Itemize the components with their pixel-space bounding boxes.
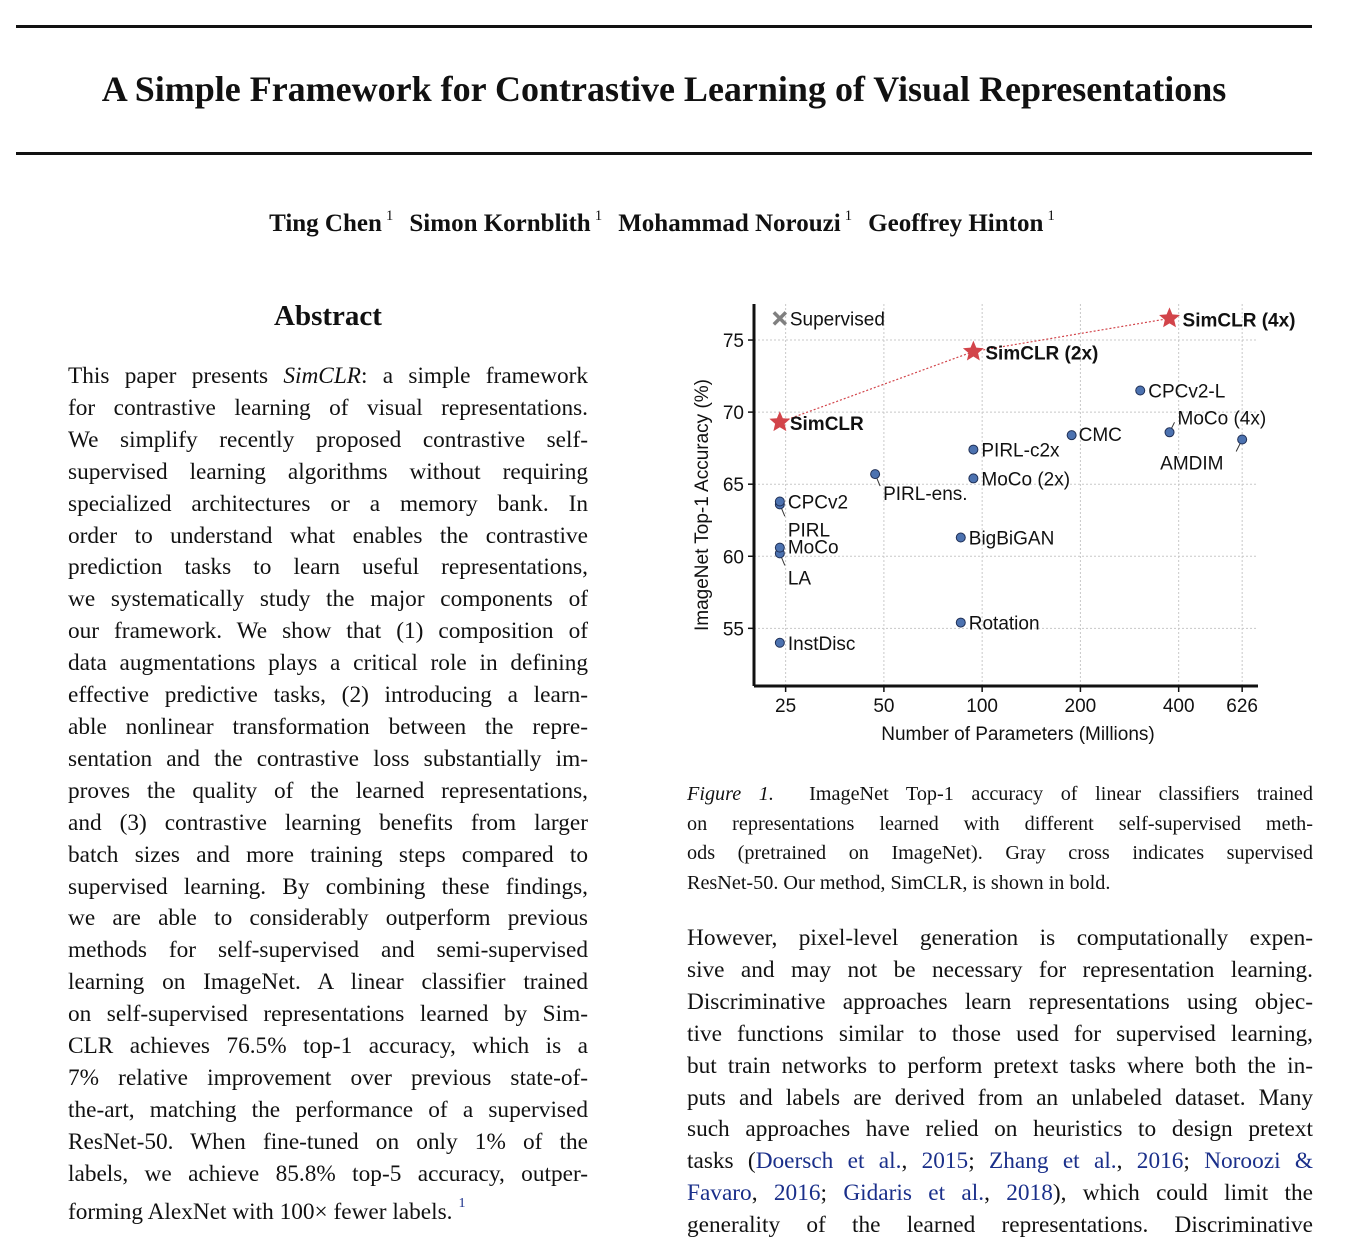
author xyxy=(618,210,852,237)
point-amdim xyxy=(1238,435,1247,444)
citation-link[interactable]: Favaro xyxy=(687,1180,752,1207)
point-label-instdisc: InstDisc xyxy=(787,633,856,655)
author xyxy=(868,210,1055,237)
abstract-line: effective predictive tasks, (2) introducing a learn- xyxy=(68,682,588,709)
abstract-line: we are able to considerably outperform previous xyxy=(68,905,588,932)
x-tick-label: 50 xyxy=(873,696,895,717)
point-label-cmc: CMC xyxy=(1078,425,1122,447)
point-label-cpcv2-l: CPCv2-L xyxy=(1148,381,1226,403)
point-bigbigan xyxy=(956,533,965,542)
citation-link[interactable]: Doersch et al. xyxy=(755,1148,902,1175)
y-tick-label: 60 xyxy=(722,547,744,569)
abstract-line: learning on ImageNet. A linear classifier trained xyxy=(68,969,588,996)
point-label-moco-2x: MoCo (2x) xyxy=(981,469,1071,491)
y-tick-label: 55 xyxy=(722,619,744,641)
abstract-body xyxy=(68,361,588,1228)
abstract-line: proves the quality of the learned representations, xyxy=(68,777,588,804)
affiliation-mark: 1 xyxy=(385,208,394,224)
abstract-line: methods for self-supervised and semi-supervised xyxy=(68,937,588,964)
abstract-heading: Abstract xyxy=(274,300,382,332)
point-rotation xyxy=(956,618,965,627)
abstract-line: batch sizes and more training steps compared to xyxy=(68,841,588,868)
abstract-line: we systematically study the major components of xyxy=(68,586,588,613)
body-line: such approaches have relied on heuristics to design pretext xyxy=(687,1116,1313,1143)
point-label-moco-4x: MoCo (4x) xyxy=(1177,408,1267,430)
point-label-moco: MoCo xyxy=(787,537,839,559)
body-line: puts and labels are derived from an unlabeled dataset. Many xyxy=(687,1084,1313,1111)
point-label-amdim: AMDIM xyxy=(1160,453,1224,475)
abstract-line: labels, we achieve 85.8% top-5 accuracy, outper- xyxy=(68,1160,588,1187)
abstract-line: CLR achieves 76.5% top-1 accuracy, which is a xyxy=(68,1033,588,1060)
caption-line: ods (pretrained on ImageNet). Gray cross indicates supervised xyxy=(687,842,1313,864)
point-label-bigbigan: BigBiGAN xyxy=(968,528,1055,550)
point-label-pirl-c2x: PIRL-c2x xyxy=(981,440,1060,462)
abstract-line: and (3) contrastive learning benefits from larger xyxy=(68,809,588,836)
abstract-line: order to understand what enables the contrastive xyxy=(68,522,588,549)
x-tick-label: 100 xyxy=(966,696,999,717)
point-simclr-4x xyxy=(1159,307,1180,327)
caption-line: ResNet-50. Our method, SimCLR, is shown in bold. xyxy=(687,871,1111,894)
point-simclr-2x xyxy=(963,341,984,361)
author-name: Geoffrey Hinton xyxy=(868,210,1044,238)
affiliation-mark: 1 xyxy=(1047,208,1055,224)
point-pirl-c2x xyxy=(969,445,978,454)
affiliation-mark: 1 xyxy=(844,208,853,224)
citation-link[interactable]: Gidaris et al. xyxy=(843,1180,985,1207)
abstract-line: supervised learning. By combining these findings, xyxy=(68,873,588,900)
body-line: but train networks to perform pretext tasks where both the in- xyxy=(687,1052,1313,1079)
y-tick-label: 65 xyxy=(722,475,744,497)
abstract-line: the-art, matching the performance of a supervised xyxy=(68,1096,588,1123)
abstract-line: 7% relative improvement over previous state-of- xyxy=(68,1064,588,1091)
body-line: Favaro, 2016; Gidaris et al., 2018), which could limit the xyxy=(687,1180,1314,1207)
point-supervised xyxy=(774,312,786,324)
abstract-line: specialized architectures or a memory bank. In xyxy=(68,490,588,517)
abstract-line: prediction tasks to learn useful representations, xyxy=(68,554,588,581)
point-label-la: LA xyxy=(787,568,812,590)
point-moco-2x xyxy=(969,474,978,483)
paper-title: A Simple Framework for Contrastive Learning of Visual Representations xyxy=(101,69,1227,109)
body-line: generality of the learned representations. Discriminative xyxy=(687,1212,1313,1239)
point-simclr xyxy=(769,411,790,431)
citation-link[interactable]: Zhang et al. xyxy=(989,1148,1117,1175)
point-label-pirl: PIRL xyxy=(787,520,831,542)
author-name: Simon Kornblith xyxy=(409,210,591,238)
point-label-cpcv2: CPCv2 xyxy=(787,492,849,514)
abstract-line: on self-supervised representations learned by Sim- xyxy=(68,1001,588,1028)
author-list xyxy=(0,210,1324,238)
body-line: sive and may not be necessary for representation learning. xyxy=(687,956,1313,983)
x-axis-label: Number of Parameters (Millions) xyxy=(881,724,1155,745)
simclr-trend-line xyxy=(780,318,1170,422)
abstract-line: forming AlexNet with 100× fewer labels. $^1$ xyxy=(68,1195,466,1225)
abstract-line: data augmentations plays a critical role in defining xyxy=(68,650,588,677)
author xyxy=(269,210,393,237)
point-label-pirl-ens: PIRL-ens. xyxy=(883,484,968,506)
top-rule xyxy=(16,25,1312,28)
citation-link[interactable]: 2016 xyxy=(773,1180,821,1207)
x-tick-label: 200 xyxy=(1064,696,1097,717)
point-moco-4x xyxy=(1165,428,1174,437)
citation-link[interactable]: 2018 xyxy=(1006,1180,1053,1207)
figure-1-chart xyxy=(680,290,1330,750)
point-cpcv2-l xyxy=(1136,386,1145,395)
body-line: However, pixel-level generation is computationally expen- xyxy=(687,925,1313,951)
body-line: tive functions similar to those used for supervised learning, xyxy=(687,1020,1313,1047)
x-tick-label: 25 xyxy=(775,696,797,717)
citation-link[interactable]: Noroozi & xyxy=(1204,1148,1313,1175)
body-text-right-column xyxy=(687,923,1313,1242)
point-instdisc xyxy=(775,638,784,647)
y-tick-label: 75 xyxy=(722,331,744,353)
abstract-line: for contrastive learning of visual representations. xyxy=(68,394,588,421)
abstract-line: able nonlinear transformation between the repre- xyxy=(68,713,588,740)
citation-link[interactable]: 2015 xyxy=(921,1148,969,1175)
title-bottom-rule xyxy=(16,152,1312,155)
caption-line: on representations learned with different self-supervised meth- xyxy=(687,812,1313,835)
y-tick-label: 70 xyxy=(722,403,744,425)
abstract-line: supervised learning algorithms without requiring xyxy=(68,458,588,485)
figure-1-caption xyxy=(687,780,1313,898)
point-pirl-ens xyxy=(871,470,880,479)
caption-line: Figure 1. ImageNet Top-1 accuracy of linear classifiers trained xyxy=(687,783,1313,805)
abstract-line: sentation and the contrastive loss substantially im- xyxy=(68,745,588,772)
citation-link[interactable]: 2016 xyxy=(1136,1148,1184,1175)
body-line: tasks (Doersch et al., 2015; Zhang et al., 2016; Noroozi & xyxy=(687,1148,1313,1175)
point-label-simclr-2x: SimCLR (2x) xyxy=(985,343,1099,365)
abstract-line: our framework. We show that (1) composition of xyxy=(68,618,588,645)
caption-label: Figure 1. xyxy=(687,783,774,805)
affiliation-mark: 1 xyxy=(594,208,603,224)
abstract-line: This paper presents SimCLR: a simple framework xyxy=(68,363,588,389)
abstract-line: ResNet-50. When fine-tuned on only 1% of the xyxy=(68,1128,588,1155)
point-cmc xyxy=(1067,431,1076,440)
point-label-simclr-4x: SimCLR (4x) xyxy=(1182,310,1296,332)
author xyxy=(409,210,602,237)
y-axis-label: ImageNet Top-1 Accuracy (%) xyxy=(692,378,713,632)
point-moco xyxy=(775,543,784,552)
point-cpcv2 xyxy=(775,497,784,506)
point-label-rotation: Rotation xyxy=(968,613,1040,635)
point-label-simclr: SimCLR xyxy=(789,414,864,436)
body-line: Discriminative approaches learn representations using objec- xyxy=(687,988,1313,1015)
abstract-line: We simplify recently proposed contrastive self- xyxy=(68,426,588,453)
author-name: Ting Chen xyxy=(269,210,382,238)
author-name: Mohammad Norouzi xyxy=(618,210,841,238)
x-tick-label: 626 xyxy=(1226,696,1259,717)
footnote-link[interactable]: 1 xyxy=(458,1195,466,1211)
legend-label-supervised: Supervised xyxy=(789,309,885,331)
x-tick-label: 400 xyxy=(1162,696,1195,717)
